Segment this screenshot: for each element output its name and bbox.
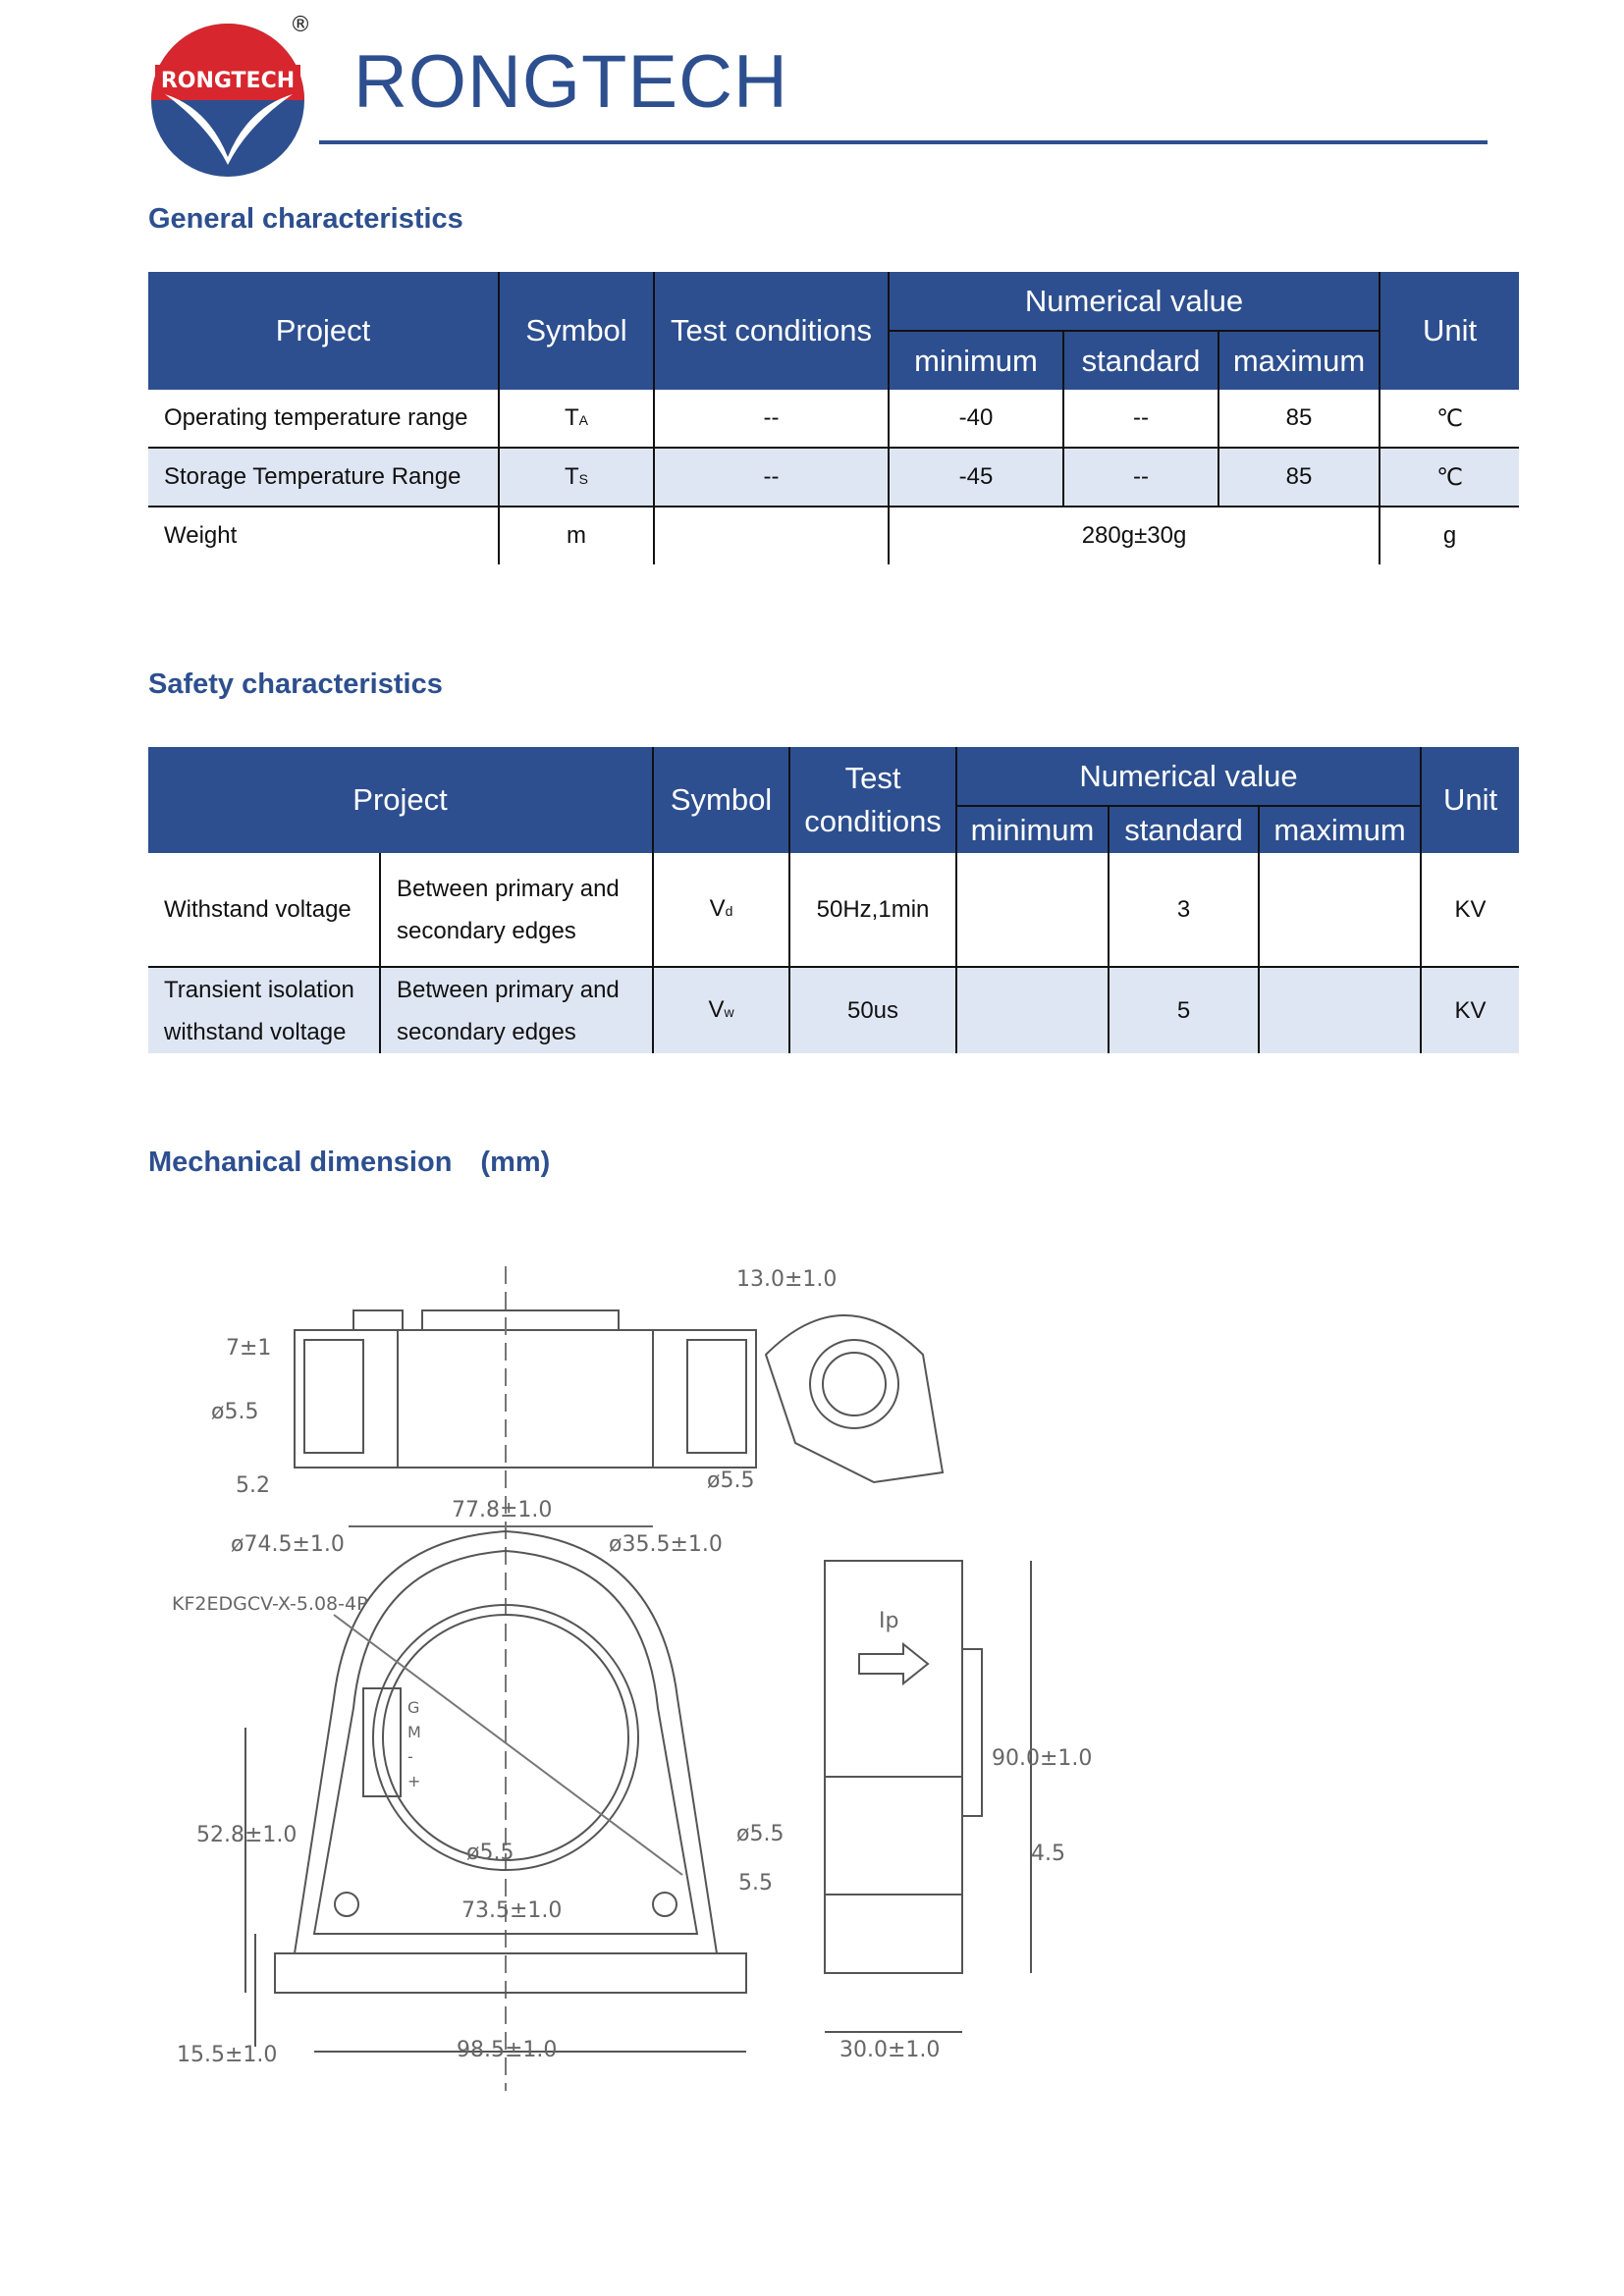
dim-528: 52.8±1.0 bbox=[196, 1823, 298, 1847]
cell-min: -45 bbox=[889, 448, 1063, 507]
cell-detail: Between primary and secondary edges bbox=[380, 967, 653, 1053]
rongtech-logo bbox=[149, 10, 318, 179]
logo-text: RONGTECH bbox=[160, 69, 296, 93]
cell-max: 85 bbox=[1218, 448, 1380, 507]
cell-unit: KV bbox=[1421, 853, 1519, 967]
pin-g: G bbox=[407, 1698, 420, 1717]
mechanical-section-title: Mechanical dimension (mm) bbox=[148, 1147, 551, 1178]
cell-test: 50Hz,1min bbox=[789, 853, 956, 967]
header-minimum: minimum bbox=[956, 806, 1109, 853]
dim-45: 4.5 bbox=[1031, 1842, 1065, 1866]
cell-value: 280g±30g bbox=[889, 507, 1380, 564]
dim-7: 7±1 bbox=[226, 1336, 272, 1361]
dim-d355: ø35.5±1.0 bbox=[609, 1532, 723, 1557]
cell-test bbox=[654, 507, 889, 564]
cell-std: -- bbox=[1063, 448, 1218, 507]
cell-project: Weight bbox=[148, 507, 499, 564]
header-numerical-value: Numerical value bbox=[889, 272, 1380, 331]
cell-unit: ℃ bbox=[1380, 448, 1519, 507]
dim-13: 13.0±1.0 bbox=[736, 1267, 838, 1292]
table-row bbox=[148, 448, 1519, 507]
connector-label: KF2EDGCV-X-5.08-4P bbox=[172, 1593, 368, 1615]
registered-mark: ® bbox=[290, 13, 311, 37]
ip-label: Ip bbox=[879, 1609, 899, 1633]
dim-d745: ø74.5±1.0 bbox=[231, 1532, 345, 1557]
table-row bbox=[148, 967, 1519, 1053]
cell-detail: Between primary and secondary edges bbox=[380, 853, 653, 967]
cell-max bbox=[1259, 853, 1421, 967]
pin-minus: - bbox=[407, 1747, 413, 1766]
header-unit: Unit bbox=[1421, 747, 1519, 853]
cell-std: -- bbox=[1063, 390, 1218, 448]
dim-d55-d: ø5.5 bbox=[736, 1822, 785, 1846]
header-minimum: minimum bbox=[889, 331, 1063, 390]
header-project: Project bbox=[148, 272, 499, 390]
cell-max: 85 bbox=[1218, 390, 1380, 448]
header-test-conditions: Test conditions bbox=[654, 272, 889, 390]
general-section-title: General characteristics bbox=[148, 203, 463, 235]
mechanical-drawing bbox=[157, 1247, 1100, 2110]
cell-unit: g bbox=[1380, 507, 1519, 564]
cell-min bbox=[956, 853, 1109, 967]
header-symbol: Symbol bbox=[499, 272, 654, 390]
dim-985: 98.5±1.0 bbox=[457, 2038, 558, 2062]
dim-778: 77.8±1.0 bbox=[452, 1498, 553, 1522]
cell-min bbox=[956, 967, 1109, 1053]
cell-std: 5 bbox=[1109, 967, 1259, 1053]
cell-project: Storage Temperature Range bbox=[148, 448, 499, 507]
cell-project: Withstand voltage bbox=[148, 853, 380, 967]
cell-test: 50us bbox=[789, 967, 956, 1053]
header-rule bbox=[319, 140, 1488, 144]
dim-30: 30.0±1.0 bbox=[839, 2038, 941, 2062]
safety-characteristics-table bbox=[148, 747, 1519, 1053]
cell-min: -40 bbox=[889, 390, 1063, 448]
header-maximum: maximum bbox=[1259, 806, 1421, 853]
cell-max bbox=[1259, 967, 1421, 1053]
header-maximum: maximum bbox=[1218, 331, 1380, 390]
cell-symbol: Vw bbox=[653, 967, 789, 1053]
header-standard: standard bbox=[1063, 331, 1218, 390]
header-symbol: Symbol bbox=[653, 747, 789, 853]
table-row bbox=[148, 853, 1519, 967]
header-unit: Unit bbox=[1380, 272, 1519, 390]
dim-735: 73.5±1.0 bbox=[461, 1898, 563, 1923]
header-numerical-value: Numerical value bbox=[956, 747, 1421, 806]
cell-symbol: TS bbox=[499, 448, 654, 507]
cell-project: Transient isolation withstand voltage bbox=[148, 967, 380, 1053]
brand-name: RONGTECH bbox=[353, 40, 788, 124]
cell-unit: ℃ bbox=[1380, 390, 1519, 448]
cell-unit: KV bbox=[1421, 967, 1519, 1053]
cell-test: -- bbox=[654, 390, 889, 448]
table-row bbox=[148, 390, 1519, 448]
dim-d55-b: ø5.5 bbox=[707, 1468, 755, 1493]
cell-symbol: Vd bbox=[653, 853, 789, 967]
dim-55: 5.5 bbox=[738, 1871, 773, 1896]
pin-plus: + bbox=[407, 1772, 421, 1790]
dim-d55-a: ø5.5 bbox=[211, 1400, 259, 1424]
dim-90: 90.0±1.0 bbox=[992, 1746, 1093, 1771]
general-characteristics-table bbox=[148, 272, 1519, 564]
cell-symbol: m bbox=[499, 507, 654, 564]
safety-section-title: Safety characteristics bbox=[148, 668, 443, 700]
table-row bbox=[148, 507, 1519, 564]
dim-155: 15.5±1.0 bbox=[177, 2043, 278, 2067]
header-standard: standard bbox=[1109, 806, 1259, 853]
header-project: Project bbox=[148, 747, 653, 853]
cell-project: Operating temperature range bbox=[148, 390, 499, 448]
dim-d55-c: ø5.5 bbox=[466, 1841, 514, 1865]
cell-std: 3 bbox=[1109, 853, 1259, 967]
cell-symbol: TA bbox=[499, 390, 654, 448]
dim-52: 5.2 bbox=[236, 1473, 270, 1498]
pin-m: M bbox=[407, 1723, 421, 1741]
cell-test: -- bbox=[654, 448, 889, 507]
header-test-conditions: Test conditions bbox=[789, 747, 956, 853]
